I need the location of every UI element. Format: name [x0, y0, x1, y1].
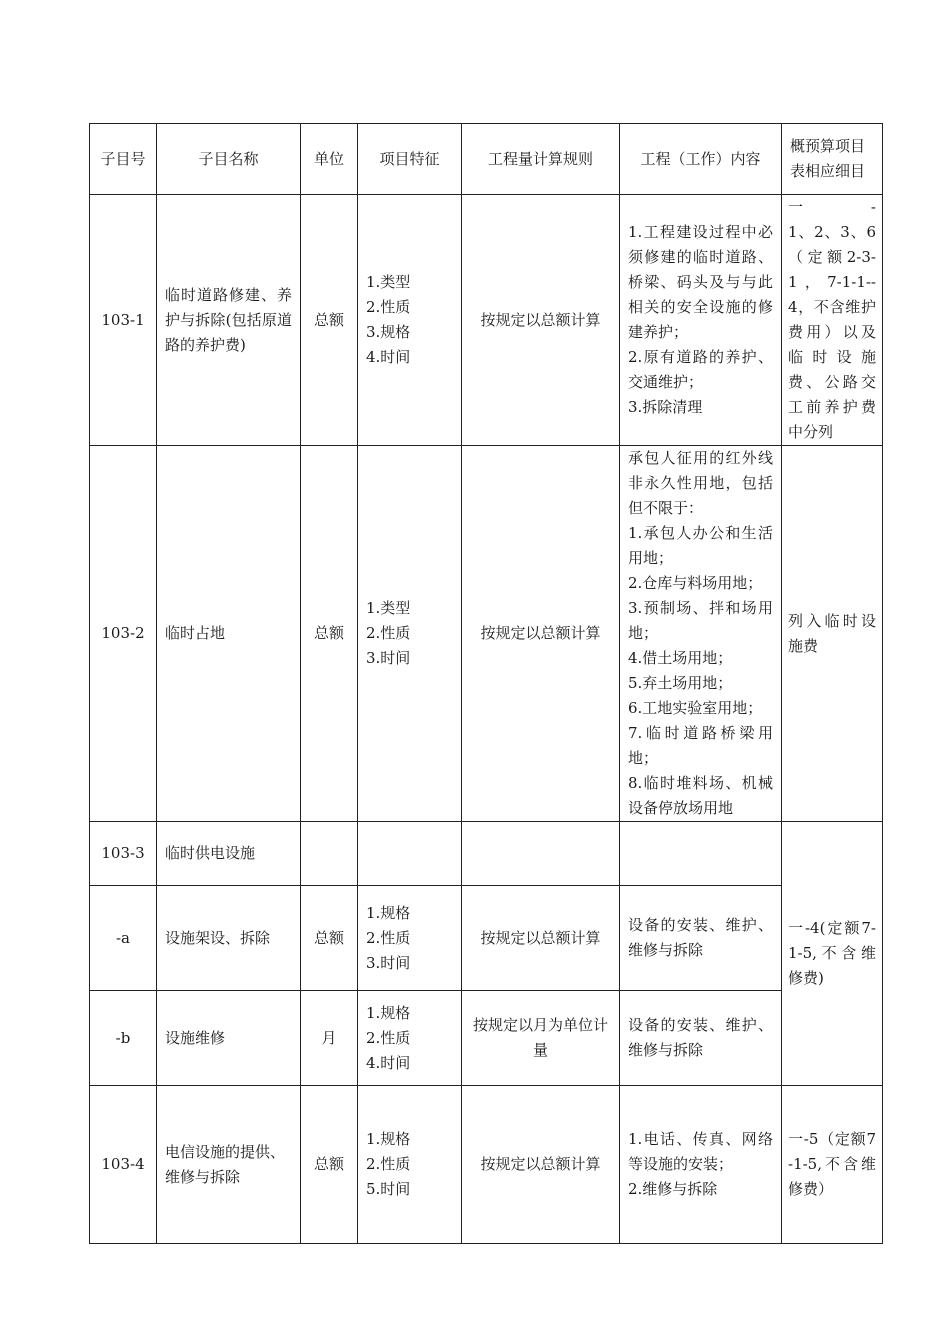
table-row — [90, 195, 883, 446]
table-header-row — [90, 124, 883, 195]
feature-line: 4.时间 — [366, 348, 411, 366]
content-line: 3.预制场、拌和场用地； — [628, 599, 773, 642]
row-unit: 月 — [301, 991, 358, 1086]
header-note: 概预算项目表相应细目 — [782, 124, 883, 195]
content-line: 5.弃土场用地； — [628, 674, 733, 692]
row-name: 临时道路修建、养护与拆除(包括原道路的养护费) — [157, 195, 301, 446]
header-name: 子目名称 — [157, 124, 301, 195]
header-rule: 工程量计算规则 — [462, 124, 620, 195]
content-line: 1.承包人办公和生活用地； — [628, 524, 773, 567]
row-name: 设施架设、拆除 — [157, 886, 301, 991]
content-line: 承包人征用的红外线非永久性用地，包括但不限于： — [628, 449, 773, 517]
header-content: 工程（工作）内容 — [620, 124, 782, 195]
feature-line: 3.时间 — [366, 649, 411, 667]
row-note: 一 -1、2、3、6（定额2-3-1，7-1-1--4，不含维护费用）以及临时设施费、公路交工前养护费中分列 — [782, 195, 883, 446]
feature-line: 2.性质 — [366, 928, 411, 947]
content-line: 2.仓库与料场用地； — [628, 574, 763, 592]
row-content — [620, 1086, 782, 1244]
row-code: 103-3 — [90, 822, 157, 886]
row-content: 设备的安装、维护、维修与拆除 — [620, 991, 782, 1086]
row-note: 列入临时设施费 — [782, 446, 883, 822]
row-note: 一-4(定额7-1-5,不含维修费) — [782, 822, 883, 1086]
row-unit: 总额 — [301, 446, 358, 822]
row-rule: 按规定以总额计算 — [462, 1086, 620, 1244]
row-name: 设施维修 — [157, 991, 301, 1086]
row-name: 临时占地 — [157, 446, 301, 822]
bill-item-table — [89, 123, 883, 1244]
feature-line: 2.性质 — [366, 298, 411, 316]
content-line: 2.维修与拆除 — [628, 1180, 718, 1198]
feature-line: 5.时间 — [366, 1180, 411, 1198]
row-rule: 按规定以月为单位计量 — [462, 991, 620, 1086]
row-unit: 总额 — [301, 195, 358, 446]
row-features — [358, 991, 462, 1086]
row-name: 电信设施的提供、维修与拆除 — [157, 1086, 301, 1244]
feature-line: 1.类型 — [366, 599, 411, 617]
table-row — [90, 446, 883, 822]
content-line: 1.工程建设过程中必须修建的临时道路、桥梁、码头及与与此相关的安全设施的修建养护； — [628, 223, 773, 341]
feature-line: 3.规格 — [366, 323, 411, 341]
row-features — [358, 1086, 462, 1244]
row-rule: 按规定以总额计算 — [462, 195, 620, 446]
feature-line: 1.规格 — [366, 1003, 411, 1022]
row-content — [620, 446, 782, 822]
row-code: 103-2 — [90, 446, 157, 822]
feature-line: 1.规格 — [366, 1130, 411, 1148]
content-line: 1.电话、传真、网络等设施的安装； — [628, 1130, 773, 1173]
row-content — [620, 822, 782, 886]
content-line: 8.临时堆料场、机械设备停放场用地 — [628, 774, 773, 817]
content-line: 7.临时道路桥梁用地； — [628, 724, 773, 767]
content-line: 6.工地实验室用地； — [628, 699, 763, 717]
row-code: 103-1 — [90, 195, 157, 446]
row-unit — [301, 822, 358, 886]
row-rule: 按规定以总额计算 — [462, 446, 620, 822]
row-features — [358, 195, 462, 446]
row-content: 设备的安装、维护、维修与拆除 — [620, 886, 782, 991]
table-row — [90, 886, 883, 991]
content-line: 4.借土场用地； — [628, 649, 733, 667]
table-row — [90, 822, 883, 886]
row-features — [358, 886, 462, 991]
table-row — [90, 1086, 883, 1244]
feature-line: 4.时间 — [366, 1053, 411, 1072]
spec-table-container — [89, 123, 883, 1244]
row-rule — [462, 822, 620, 886]
feature-line: 2.性质 — [366, 1028, 411, 1047]
row-code: -a — [90, 886, 157, 991]
feature-line: 3.时间 — [366, 953, 411, 972]
row-features — [358, 822, 462, 886]
row-note: 一-5（定额7-1-5,不含维修费） — [782, 1086, 883, 1244]
row-features — [358, 446, 462, 822]
feature-line: 2.性质 — [366, 1155, 411, 1173]
table-row — [90, 991, 883, 1086]
row-name: 临时供电设施 — [157, 822, 301, 886]
row-code: -b — [90, 991, 157, 1086]
feature-line: 1.类型 — [366, 273, 411, 291]
header-code: 子目号 — [90, 124, 157, 195]
row-unit: 总额 — [301, 886, 358, 991]
header-features: 项目特征 — [358, 124, 462, 195]
row-code: 103-4 — [90, 1086, 157, 1244]
row-content — [620, 195, 782, 446]
content-line: 3.拆除清理 — [628, 398, 703, 416]
content-line: 2.原有道路的养护、交通维护； — [628, 348, 773, 391]
feature-line: 1.规格 — [366, 903, 411, 922]
header-unit: 单位 — [301, 124, 358, 195]
feature-line: 2.性质 — [366, 624, 411, 642]
row-unit: 总额 — [301, 1086, 358, 1244]
row-rule: 按规定以总额计算 — [462, 886, 620, 991]
